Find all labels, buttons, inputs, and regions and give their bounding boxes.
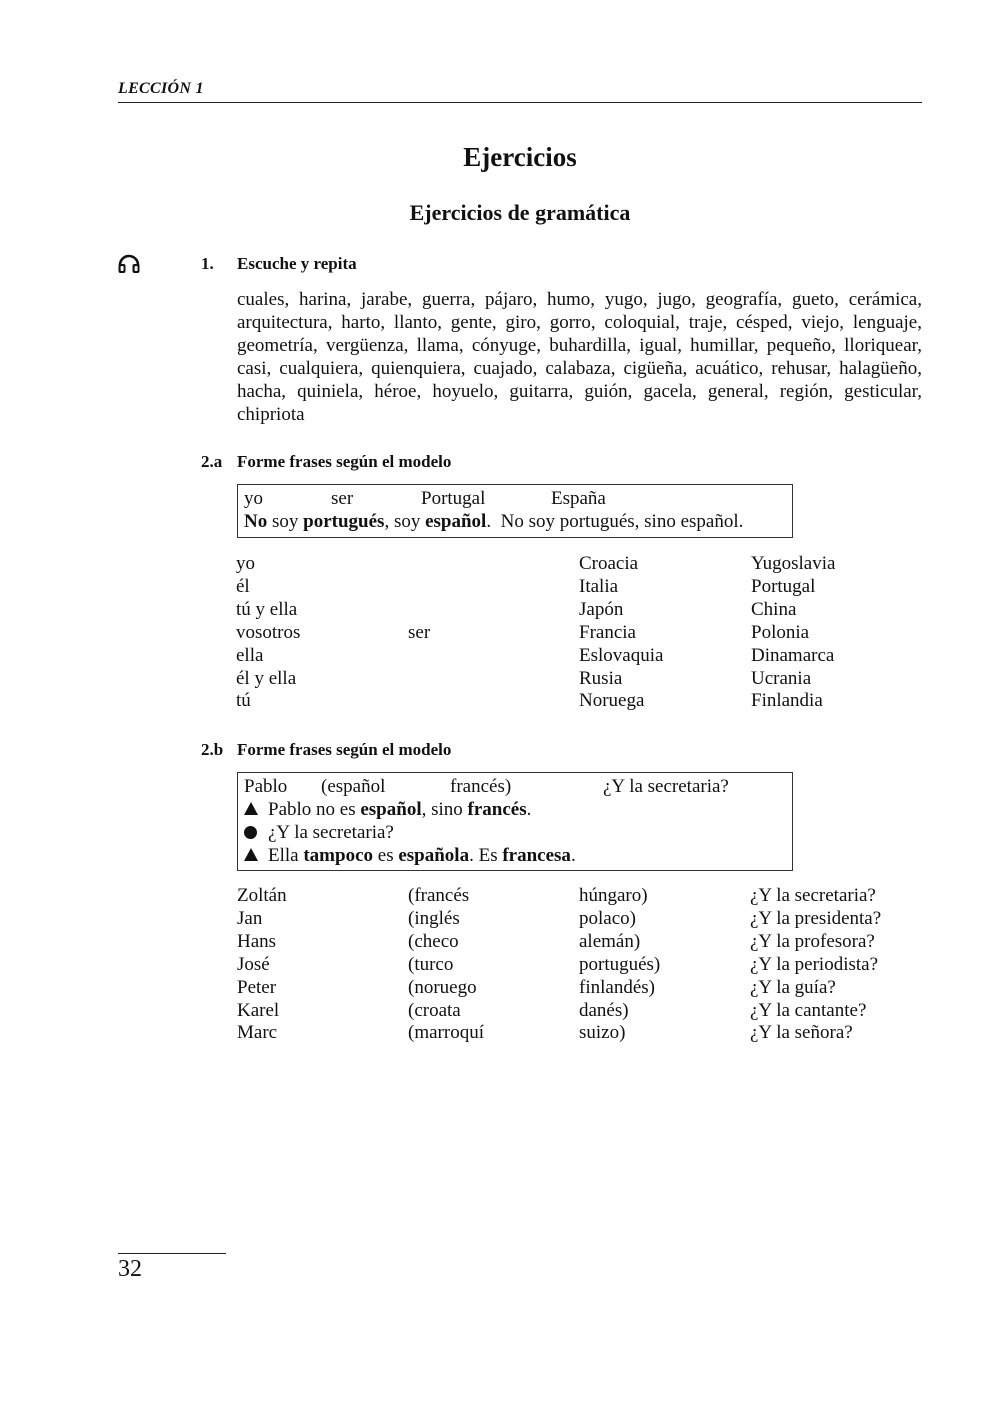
- nationality-cell: portugués): [579, 953, 661, 975]
- model-line-b: [244, 822, 394, 845]
- model-text: ¿Y la secretaria?: [268, 822, 394, 843]
- nationality-cell: (inglés: [408, 907, 460, 929]
- question-cell: ¿Y la secretaria?: [750, 885, 876, 906]
- model-text: . Es: [469, 845, 503, 866]
- subject-cell: ella: [236, 644, 264, 666]
- nationality-cell: húngaro): [579, 885, 648, 906]
- model-text: soy: [267, 511, 304, 532]
- model-text: , soy: [384, 511, 426, 532]
- nationality-cell: (noruego: [408, 976, 477, 998]
- name-cell: José: [237, 953, 270, 975]
- question-cell: ¿Y la señora?: [750, 1022, 853, 1044]
- model-bold: francesa: [502, 845, 571, 866]
- subject-cell: él: [236, 575, 250, 597]
- exercise-2a-model-box: [237, 484, 793, 538]
- nationality-cell: danés): [579, 999, 629, 1021]
- model-cell: (español: [321, 776, 386, 797]
- name-cell: Karel: [237, 999, 280, 1021]
- exercise-2a-number: 2.a: [201, 452, 223, 471]
- filled-circle-icon: [244, 826, 257, 839]
- model-bold: francés: [467, 799, 527, 820]
- subject-cell: él y ella: [236, 667, 297, 689]
- subject-cell: tú: [236, 690, 251, 712]
- name-cell: Zoltán: [237, 885, 287, 906]
- country-cell: Finlandia: [751, 690, 823, 712]
- question-cell: ¿Y la guía?: [750, 976, 836, 998]
- question-cell: ¿Y la cantante?: [750, 999, 867, 1021]
- exercise-2b-number: 2.b: [201, 740, 224, 759]
- nationality-cell: (checo: [408, 930, 459, 952]
- model-bold: portugués: [303, 511, 385, 532]
- model-text: Pablo no es: [268, 799, 361, 820]
- country-cell: Dinamarca: [751, 644, 835, 666]
- name-cell: Hans: [237, 930, 277, 952]
- country-cell: Ucrania: [751, 667, 812, 689]
- nationality-cell: suizo): [579, 1022, 626, 1044]
- country-cell: Japón: [579, 598, 624, 620]
- nationality-cell: (turco: [408, 953, 454, 975]
- country-cell: China: [751, 598, 797, 620]
- nationality-cell: polaco): [579, 907, 636, 929]
- headphones-icon: [116, 250, 142, 281]
- lesson-header: LECCIÓN 1: [118, 80, 204, 97]
- model-bold: española: [398, 845, 470, 866]
- model-cell: yo: [244, 488, 263, 509]
- subject-cell: vosotros: [236, 621, 301, 643]
- model-cell: francés): [450, 776, 512, 797]
- page-number: 32: [118, 1256, 142, 1282]
- model-bold: No: [244, 511, 268, 532]
- model-cell: ¿Y la secretaria?: [603, 776, 729, 797]
- model-text: .: [526, 799, 532, 820]
- exercise-1-title: Escuche y repita: [237, 254, 357, 273]
- model-cell: ser: [331, 488, 354, 509]
- country-cell: Italia: [579, 575, 619, 597]
- country-cell: Portugal: [751, 575, 816, 597]
- nationality-cell: (croata: [408, 999, 461, 1021]
- question-cell: ¿Y la profesora?: [750, 930, 875, 952]
- country-cell: Croacia: [579, 553, 639, 574]
- country-cell: Yugoslavia: [751, 553, 836, 574]
- model-bold: tampoco: [303, 845, 374, 866]
- footer-divider: [118, 1253, 226, 1254]
- country-cell: Eslovaquia: [579, 644, 664, 666]
- model-cell: Portugal: [421, 488, 486, 509]
- question-cell: ¿Y la presidenta?: [750, 907, 882, 929]
- question-cell: ¿Y la periodista?: [750, 953, 879, 975]
- model-text: , sino: [421, 799, 468, 820]
- model-line-c: [244, 845, 576, 868]
- header-divider: [118, 102, 922, 103]
- model-text: es: [373, 845, 399, 866]
- exercise-1-word-list: cuales, harina, jarabe, guerra, pájaro, humo, yugo, jugo, geografía, gueto, cerámica, arquitectura, harto, llanto, gente, giro, gorro, coloquial, traje, césped, viejo, lenguaje, geometría, vergüenza, llama, cónyuge, buhardilla, igual, humillar, pequeño, lloriquear, casi, cualquiera, quienquiera, cuajado, calabaza, cigüeña, acuático, rehusar, halagüeño, hacha, quiniela, héroe, hoyuelo, guitarra, guión, gacela, general, región, gesticular, chipriota: [237, 289, 922, 425]
- nationality-cell: (marroquí: [408, 1022, 484, 1044]
- triangle-up-icon: [244, 802, 258, 815]
- exercise-2b-model-box: [237, 772, 793, 871]
- model-text: . No soy portugués, sino español.: [486, 511, 744, 532]
- model-line-a: [244, 799, 531, 822]
- country-cell: Polonia: [751, 621, 810, 643]
- verb-cell: ser: [408, 621, 431, 643]
- model-cell: España: [551, 488, 606, 509]
- name-cell: Jan: [237, 907, 263, 929]
- subject-cell: yo: [236, 553, 255, 574]
- nationality-cell: finlandés): [579, 976, 655, 998]
- exercise-1-number: 1.: [201, 254, 214, 273]
- exercise-2b-title: Forme frases según el modelo: [237, 740, 452, 759]
- country-cell: Rusia: [579, 667, 623, 689]
- model-bold: español: [425, 511, 487, 532]
- nationality-cell: alemán): [579, 930, 641, 952]
- model-cell: Pablo: [244, 776, 288, 797]
- exercise-2a-title: Forme frases según el modelo: [237, 452, 452, 471]
- subject-cell: tú y ella: [236, 598, 298, 620]
- country-cell: Noruega: [579, 690, 645, 712]
- nationality-cell: (francés: [408, 885, 470, 906]
- name-cell: Marc: [237, 1022, 278, 1044]
- triangle-up-icon: [244, 848, 258, 861]
- model-text: .: [570, 845, 576, 866]
- model-bold: español: [360, 799, 422, 820]
- page-title: Ejercicios: [463, 142, 577, 172]
- model-answer: [244, 511, 743, 534]
- name-cell: Peter: [237, 976, 277, 998]
- country-cell: Francia: [579, 621, 636, 643]
- section-title: Ejercicios de gramática: [409, 200, 631, 225]
- model-text: Ella: [268, 845, 304, 866]
